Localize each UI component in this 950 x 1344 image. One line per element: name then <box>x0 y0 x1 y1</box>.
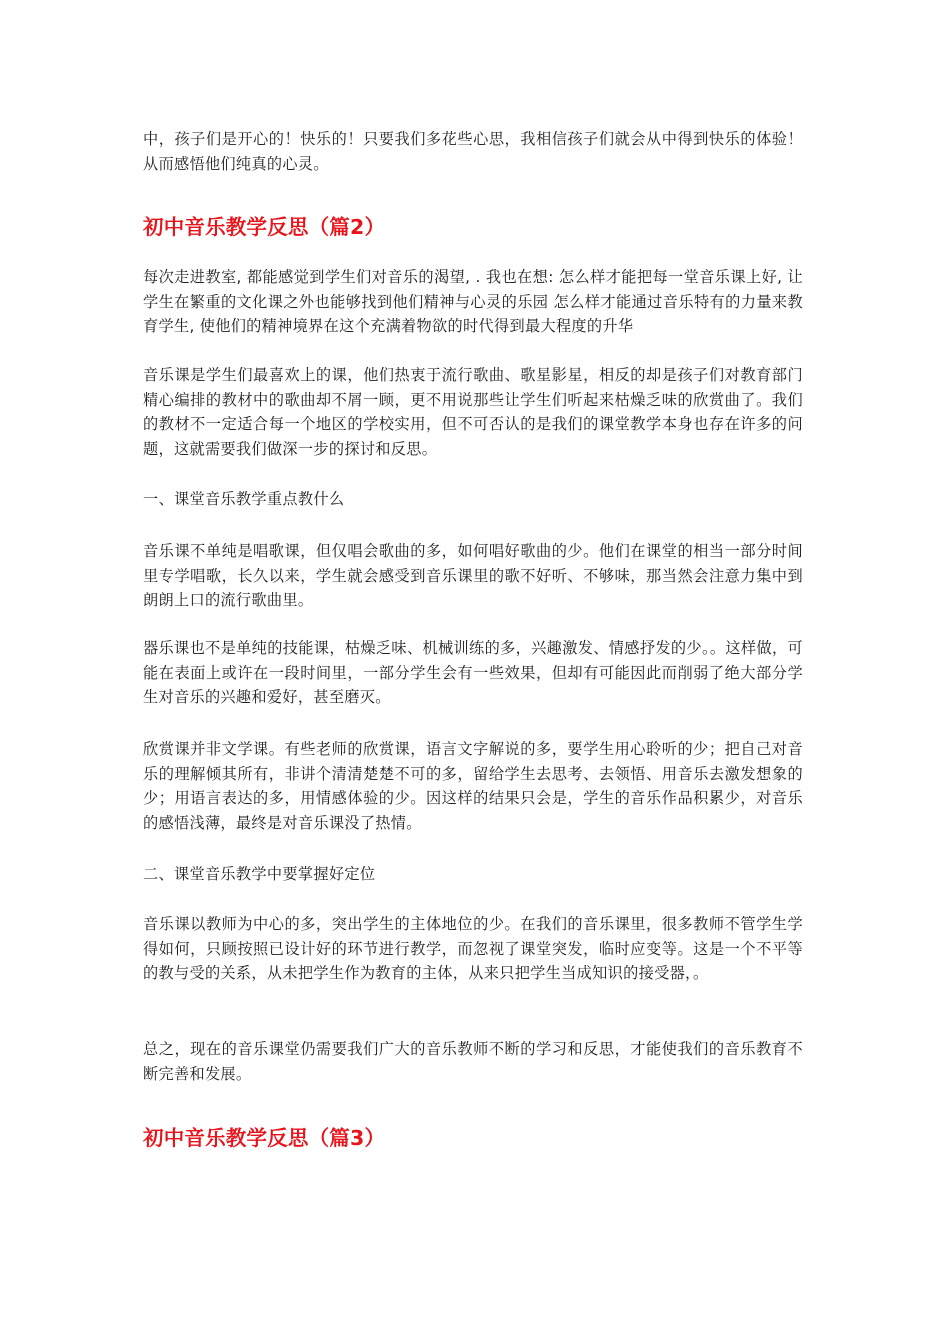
section-2-heading: 初中音乐教学反思（篇2） <box>143 215 386 239</box>
subheading-2: 二、课堂音乐教学中要掌握好定位 <box>143 865 376 883</box>
section-2-paragraph-2: 音乐课是学生们最喜欢上的课，他们热衷于流行歌曲、歌星影星，相反的却是孩子们对教育部门精心编排的教材中的歌曲却不屑一顾，更不用说那些让学生们听起来枯燥乏味的欣赏曲了。我们的教材不一定适合每一个地区的学校实用，但不可否认的是我们的课堂教学本身也存在许多的问题，这就需要我们做深一步的探讨和反思。 <box>143 366 803 458</box>
section-2-paragraph-6: 音乐课以教师为中心的多，突出学生的主体地位的少。在我们的音乐课里，很多教师不管学生学得如何，只顾按照已设计好的环节进行教学，而忽视了课堂突发，临时应变等。这是一个不平等的教与受的关系，从未把学生作为教育的主体，从来只把学生当成知识的接受器，。 <box>143 915 803 983</box>
section-2-paragraph-4: 器乐课也不是单纯的技能课，枯燥乏味、机械训练的多，兴趣激发、情感抒发的少。。这样做，可能在表面上或许在一段时间里，一部分学生会有一些效果，但却有可能因此而削弱了绝大部分学生对音乐的兴趣和爱好，甚至磨灭。 <box>143 639 803 707</box>
section-3-heading: 初中音乐教学反思（篇3） <box>143 1126 386 1150</box>
intro-continuation-paragraph: 中，孩子们是开心的！快乐的！只要我们多花些心思，我相信孩子们就会从中得到快乐的体验！从而感悟他们纯真的心灵。 <box>143 130 803 173</box>
section-2-paragraph-1: 每次走进教室, 都能感觉到学生们对音乐的渴望, . 我也在想: 怎么样才能把每一堂音乐课上好, 让学生在繁重的文化课之外也能够找到他们精神与心灵的乐园 怎么样才能通过音乐特有的力量来教育学生, 使他们的精神境界在这个充满着物欲的时代得到最大程度的升华 <box>143 268 803 336</box>
subheading-1: 一、课堂音乐教学重点教什么 <box>143 490 345 508</box>
section-2-paragraph-3: 音乐课不单纯是唱歌课，但仅唱会歌曲的多，如何唱好歌曲的少。他们在课堂的相当一部分时间里专学唱歌，长久以来，学生就会感受到音乐课里的歌不好听、不够味，那当然会注意力集中到朗朗上口的流行歌曲里。 <box>143 542 803 610</box>
section-2-paragraph-7: 总之，现在的音乐课堂仍需要我们广大的音乐教师不断的学习和反思，才能使我们的音乐教育不断完善和发展。 <box>143 1040 803 1083</box>
section-2-paragraph-5: 欣赏课并非文学课。有些老师的欣赏课，语言文字解说的多，要学生用心聆听的少；把自己对音乐的理解倾其所有，非讲个清清楚楚不可的多，留给学生去思考、去领悟、用音乐去激发想象的少；用语言表达的多，用情感体验的少。因这样的结果只会是，学生的音乐作品积累少，对音乐的感悟浅薄，最终是对音乐课没了热情。 <box>143 740 803 832</box>
